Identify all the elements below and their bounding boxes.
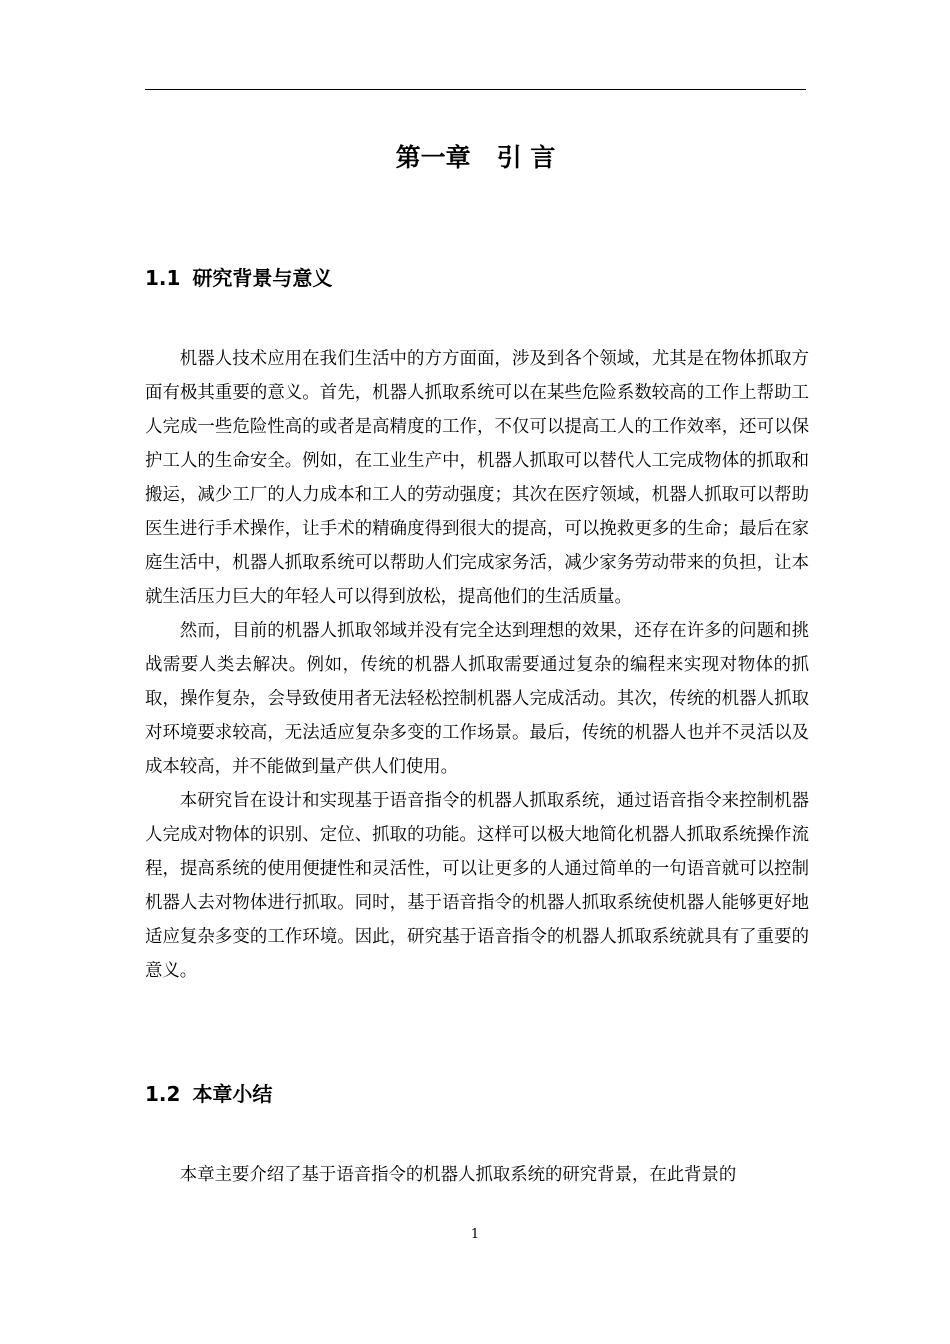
paragraph: 然而，目前的机器人抓取邻域并没有完全达到理想的效果，还存在许多的问题和挑战需要人类去解决。例如，传统的机器人抓取需要通过复杂的编程来实现对物体的抓取，操作复杂，会导致使用者无法轻松控制机器人完成活动。其次，传统的机器人抓取对环境要求较高，无法适应复杂多变的工作场景。最后，传统的机器人也并不灵活以及成本较高，并不能做到量产供人们使用。 xyxy=(145,621,809,777)
section-title: 本章小结 xyxy=(192,1082,273,1106)
page-number: 1 xyxy=(470,1227,480,1242)
header-rule xyxy=(145,89,806,90)
section-number: 1.1 xyxy=(145,266,181,290)
section-1-1-body xyxy=(145,342,809,988)
section-title: 研究背景与意义 xyxy=(192,266,333,290)
section-number: 1.2 xyxy=(145,1082,181,1106)
section-heading-1-2 xyxy=(145,1078,272,1110)
paragraph: 本章主要介绍了基于语音指令的机器人抓取系统的研究背景，在此背景的 xyxy=(179,1165,737,1185)
paragraph: 机器人技术应用在我们生活中的方方面面，涉及到各个领域，尤其是在物体抓取方面有极其重要的意义。首先，机器人抓取系统可以在某些危险系数较高的工作上帮助工人完成一些危险性高的或者是高精度的工作，不仅可以提高工人的工作效率，还可以保护工人的生命安全。例如，在工业生产中，机器人抓取可以替代人工完成物体的抓取和搬运，减少工厂的人力成本和工人的劳动强度；其次在医疗领域，机器人抓取可以帮助医生进行手术操作，让手术的精确度得到很大的提高，可以挽救更多的生命；最后在家庭生活中，机器人抓取系统可以帮助人们完成家务活，减少家务劳动带来的负担，让本就生活压力巨大的年轻人可以得到放松，提高他们的生活质量。 xyxy=(145,349,809,607)
chapter-title: 第一章 引 言 xyxy=(395,143,556,172)
section-heading-1-1 xyxy=(145,262,332,294)
paragraph: 本研究旨在设计和实现基于语音指令的机器人抓取系统，通过语音指令来控制机器人完成对物体的识别、定位、抓取的功能。这样可以极大地简化机器人抓取系统操作流程，提高系统的使用便捷性和灵活性，可以让更多的人通过简单的一句语音就可以控制机器人去对物体进行抓取。同时，基于语音指令的机器人抓取系统使机器人能够更好地适应复杂多变的工作环境。因此，研究基于语音指令的机器人抓取系统就具有了重要的意义。 xyxy=(145,791,809,981)
section-1-2-body xyxy=(145,1158,809,1192)
